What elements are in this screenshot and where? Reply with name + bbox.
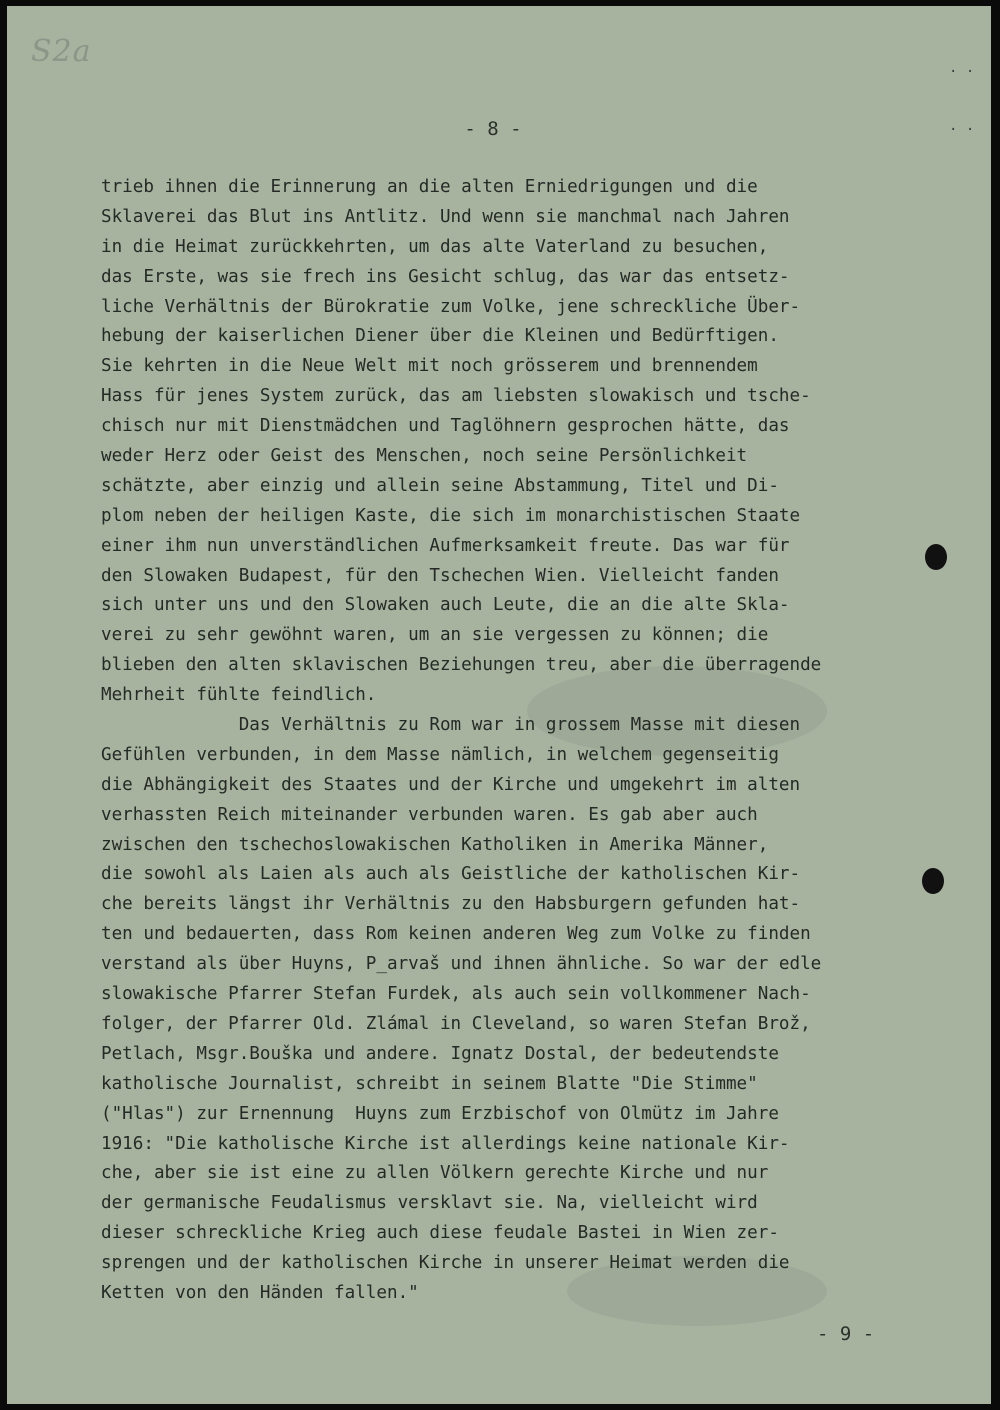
text-line: verhassten Reich miteinander verbunden waren. Es gab aber auch — [101, 804, 758, 825]
text-line: die Abhängigkeit des Staates und der Kirche und umgekehrt im alten — [101, 774, 801, 795]
text-line: sprengen und der katholischen Kirche in unserer Heimat werden die — [101, 1253, 790, 1274]
text-line: Petlach, Msgr.Bouška und andere. Ignatz Dostal, der bedeutendste — [101, 1043, 779, 1064]
text-line: ten und bedauerten, dass Rom keinen anderen Weg zum Volke zu finden — [101, 924, 811, 945]
text-line: katholische Journalist, schreibt in seinem Blatte "Die Stimme" — [101, 1073, 758, 1094]
text-line: verei zu sehr gewöhnt waren, um an sie vergessen zu können; die — [101, 625, 769, 646]
page-number: - 8 - — [464, 118, 522, 140]
text-line: 1916: "Die katholische Kirche ist allerdings keine nationale Kir- — [101, 1133, 790, 1154]
text-line: Mehrheit fühlte feindlich. — [101, 685, 377, 706]
body-text — [101, 173, 981, 1309]
text-line: Sie kehrten in die Neue Welt mit noch grösserem und brennendem — [101, 356, 758, 377]
text-line: das Erste, was sie frech ins Gesicht schlug, das war das entsetz- — [101, 266, 790, 287]
text-line: che, aber sie ist eine zu allen Völkern gerechte Kirche und nur — [101, 1163, 769, 1184]
text-line: plom neben der heiligen Kaste, die sich im monarchistischen Staate — [101, 505, 801, 526]
handwritten-annotation: S2a — [31, 34, 92, 69]
margin-mark: · · — [949, 64, 975, 80]
text-line: che bereits längst ihr Verhältnis zu den Habsburgern gefunden hat- — [101, 894, 801, 915]
punch-hole — [925, 544, 947, 570]
text-line: Ketten von den Händen fallen." — [101, 1282, 419, 1303]
text-line: ("Hlas") zur Ernennung Huyns zum Erzbischof von Olmütz im Jahre — [101, 1103, 779, 1124]
text-line: schätzte, aber einzig und allein seine Abstammung, Titel und Di- — [101, 475, 779, 496]
text-line: weder Herz oder Geist des Menschen, noch seine Persönlichkeit — [101, 446, 748, 467]
text-line: hebung der kaiserlichen Diener über die Kleinen und Bedürftigen. — [101, 326, 779, 347]
text-line: verstand als über Huyns, P_arvaš und ihnen ähnliche. So war der edle — [101, 954, 822, 975]
text-line: die sowohl als Laien als auch als Geistliche der katholischen Kir- — [101, 864, 801, 885]
text-line: Das Verhältnis zu Rom war in grossem Masse mit diesen — [101, 715, 801, 736]
text-line: slowakische Pfarrer Stefan Furdek, als auch sein vollkommener Nach- — [101, 984, 811, 1005]
text-line: trieb ihnen die Erinnerung an die alten Erniedrigungen und die — [101, 177, 758, 197]
margin-mark: · · — [949, 122, 975, 138]
punch-hole — [922, 868, 944, 894]
text-line: dieser schreckliche Krieg auch diese feudale Bastei in Wien zer- — [101, 1223, 779, 1244]
text-line: einer ihm nun unverständlichen Aufmerksamkeit freute. Das war für — [101, 535, 790, 556]
text-line: zwischen den tschechoslowakischen Katholiken in Amerika Männer, — [101, 834, 769, 855]
text-line: Sklaverei das Blut ins Antlitz. Und wenn sie manchmal nach Jahren — [101, 206, 790, 227]
text-line: sich unter uns und den Slowaken auch Leute, die an die alte Skla- — [101, 595, 790, 616]
text-line: liche Verhältnis der Bürokratie zum Volke, jene schreckliche Über- — [101, 296, 801, 317]
text-line: der germanische Feudalismus versklavt sie. Na, vielleicht wird — [101, 1193, 758, 1214]
text-line: Hass für jenes System zurück, das am liebsten slowakisch und tsche- — [101, 386, 811, 407]
text-line: den Slowaken Budapest, für den Tschechen Wien. Vielleicht fanden — [101, 565, 779, 586]
text-line: chisch nur mit Dienstmädchen und Taglöhnern gesprochen hätte, das — [101, 416, 790, 437]
text-line: in die Heimat zurückkehrten, um das alte Vaterland zu besuchen, — [101, 236, 769, 257]
text-line: blieben den alten sklavischen Beziehungen treu, aber die überragende — [101, 655, 822, 676]
text-line: folger, der Pfarrer Old. Zlámal in Cleveland, so waren Stefan Brož, — [101, 1013, 811, 1034]
next-page-number: - 9 - — [817, 1323, 875, 1345]
document-page — [7, 6, 991, 1404]
text-line: Gefühlen verbunden, in dem Masse nämlich, in welchem gegenseitig — [101, 744, 779, 765]
